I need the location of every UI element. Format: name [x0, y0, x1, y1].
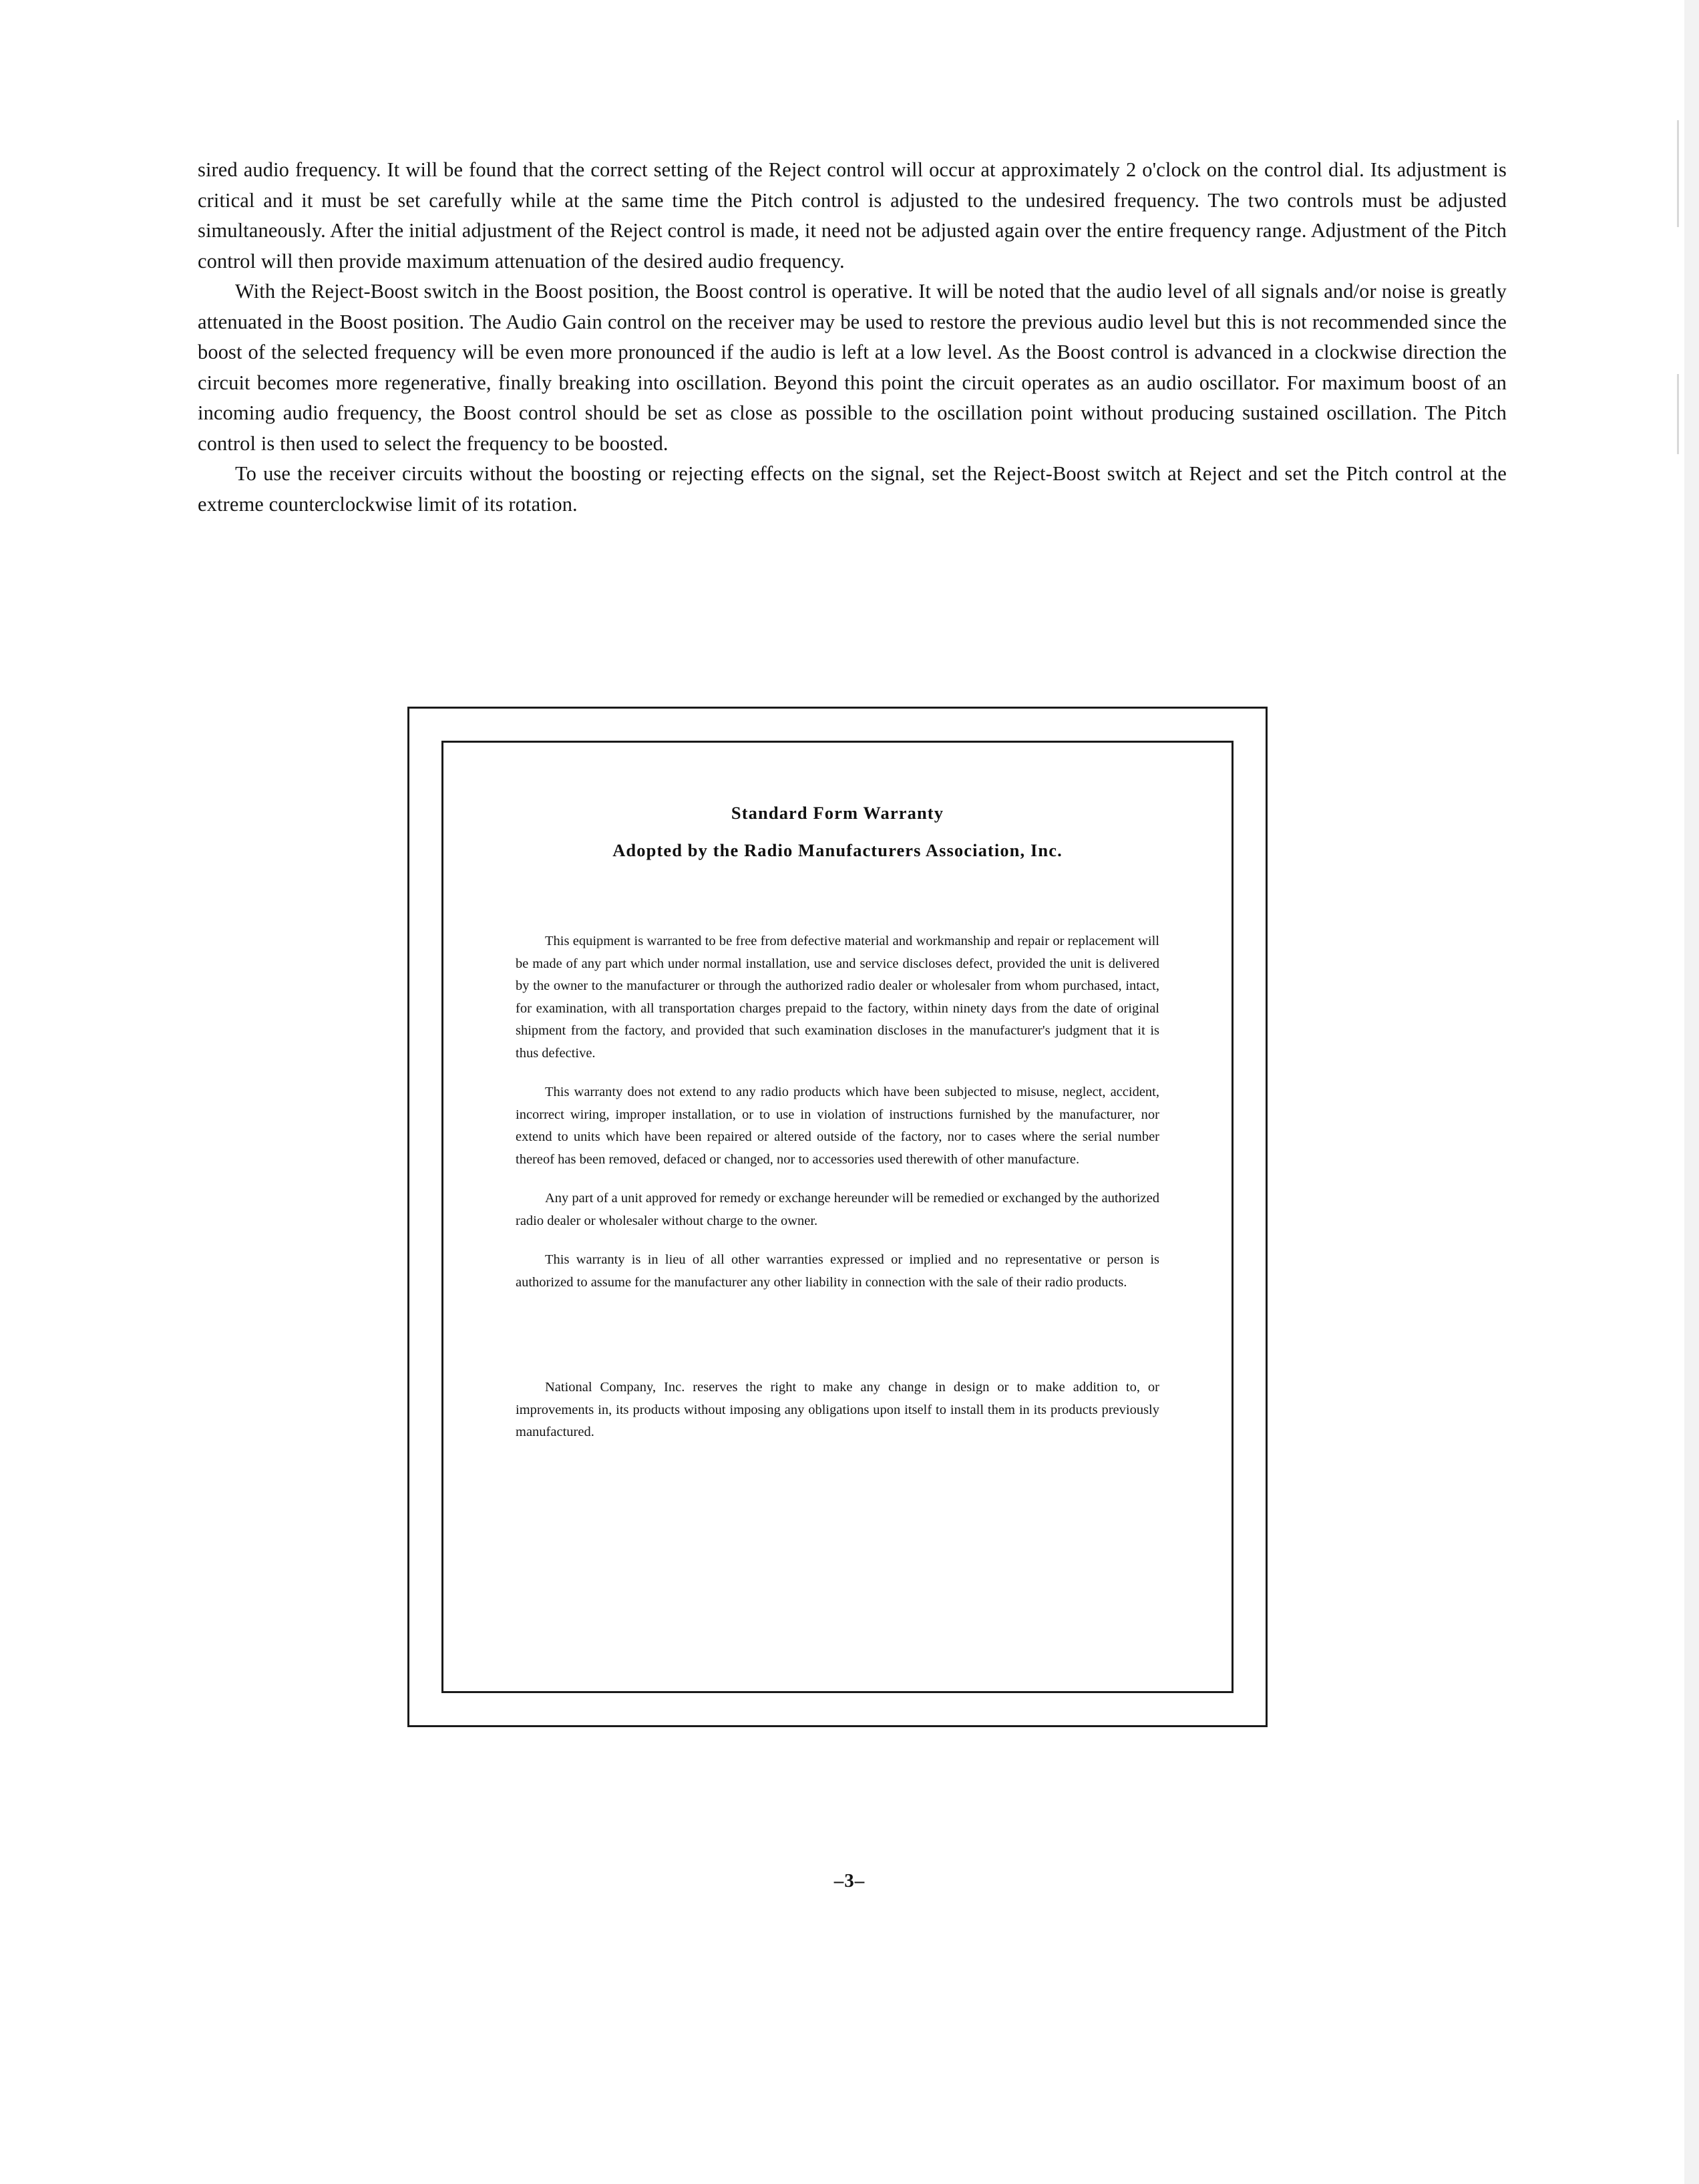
warranty-paragraph-1: This equipment is warranted to be free from defective material and workmanship and repair or replacement will be made of any part which under normal installation, use and service discloses defect, provided the unit is delivered by the owner to the manufacturer or through the authorized radio dealer or wholesaler from whom purchased, intact, for examination, with all transportation charges prepaid to the factory, within ninety days from the date of original shipment from the factory, and provided that such examination discloses in the manufacturer's judgment that it is thus defective.: [516, 934, 1159, 1061]
warranty-paragraph-2: This warranty does not extend to any radio products which have been subjected to misuse, neglect, accident, incorrect wiring, improper installation, or to use in violation of instructions furnished by the manufacturer, nor extend to units which have been repaired or altered outside of the factory, nor to cases where the serial number thereof has been removed, defaced or changed, nor to accessories used therewith of other manufacture.: [516, 1085, 1159, 1167]
warranty-title-line-2: Adopted by the Radio Manufacturers Association, Inc.: [612, 840, 1063, 860]
warranty-title-line-1: Standard Form Warranty: [731, 803, 944, 823]
scan-tick-artifact: [1677, 120, 1679, 227]
scan-tick-artifact: [1677, 374, 1679, 454]
warranty-paragraph-3: Any part of a unit approved for remedy or exchange hereunder will be remedied or exchanged by the authorized radio dealer or wholesaler without charge to the owner.: [516, 1191, 1159, 1228]
warranty-footer-text: National Company, Inc. reserves the right to make any change in design or to make addition to, or improvements in, its products without imposing any obligations upon itself to install them in its products previously manufactured.: [516, 1380, 1159, 1439]
body-paragraph-2: With the Reject-Boost switch in the Boost position, the Boost control is operative. It will be noted that the audio level of all signals and/or noise is greatly attenuated in the Boost position. The Audio Gain control on the receiver may be used to restore the previous audio level but this is not recommended since the boost of the selected frequency will be even more pronounced if the audio is left at a low level. As the Boost control is advanced in a clockwise direction the circuit becomes more regenerative, finally breaking into oscillation. Beyond this point the circuit operates as an audio oscillator. For maximum boost of an incoming audio frequency, the Boost control should be set as close as possible to the oscillation point without producing sustained oscillation. The Pitch control is then used to select the frequency to be boosted.: [198, 280, 1507, 455]
warranty-paragraph-4: This warranty is in lieu of all other warranties expressed or implied and no representative or person is authorized to assume for the manufacturer any other liability in connection with the sale of their radio products.: [516, 1252, 1159, 1290]
warranty-inner-border: [441, 741, 1234, 1693]
body-text: [198, 155, 1507, 520]
body-paragraph-1: sired audio frequency. It will be found that the correct setting of the Reject control will occur at approximately 2 o'clock on the control dial. Its adjustment is critical and it must be set carefully while at the same time the Pitch control is adjusted to the undesired frequency. The two controls must be adjusted simultaneously. After the initial adjustment of the Reject control is made, it need not be adjusted again over the entire frequency range. Adjustment of the Pitch control will then provide maximum attenuation of the desired audio frequency.: [198, 158, 1507, 272]
warranty-footer: [516, 1377, 1159, 1444]
page-number: –3–: [833, 1870, 866, 1891]
warranty-box: [407, 707, 1268, 1727]
body-paragraph-3: To use the receiver circuits without the boosting or rejecting effects on the signal, set the Reject-Boost switch at Reject and set the Pitch control at the extreme counterclockwise limit of its rotation.: [198, 462, 1507, 516]
scan-edge-artifact: [1684, 0, 1699, 2184]
warranty-body: [516, 930, 1159, 1294]
warranty-content: [516, 779, 1159, 1664]
